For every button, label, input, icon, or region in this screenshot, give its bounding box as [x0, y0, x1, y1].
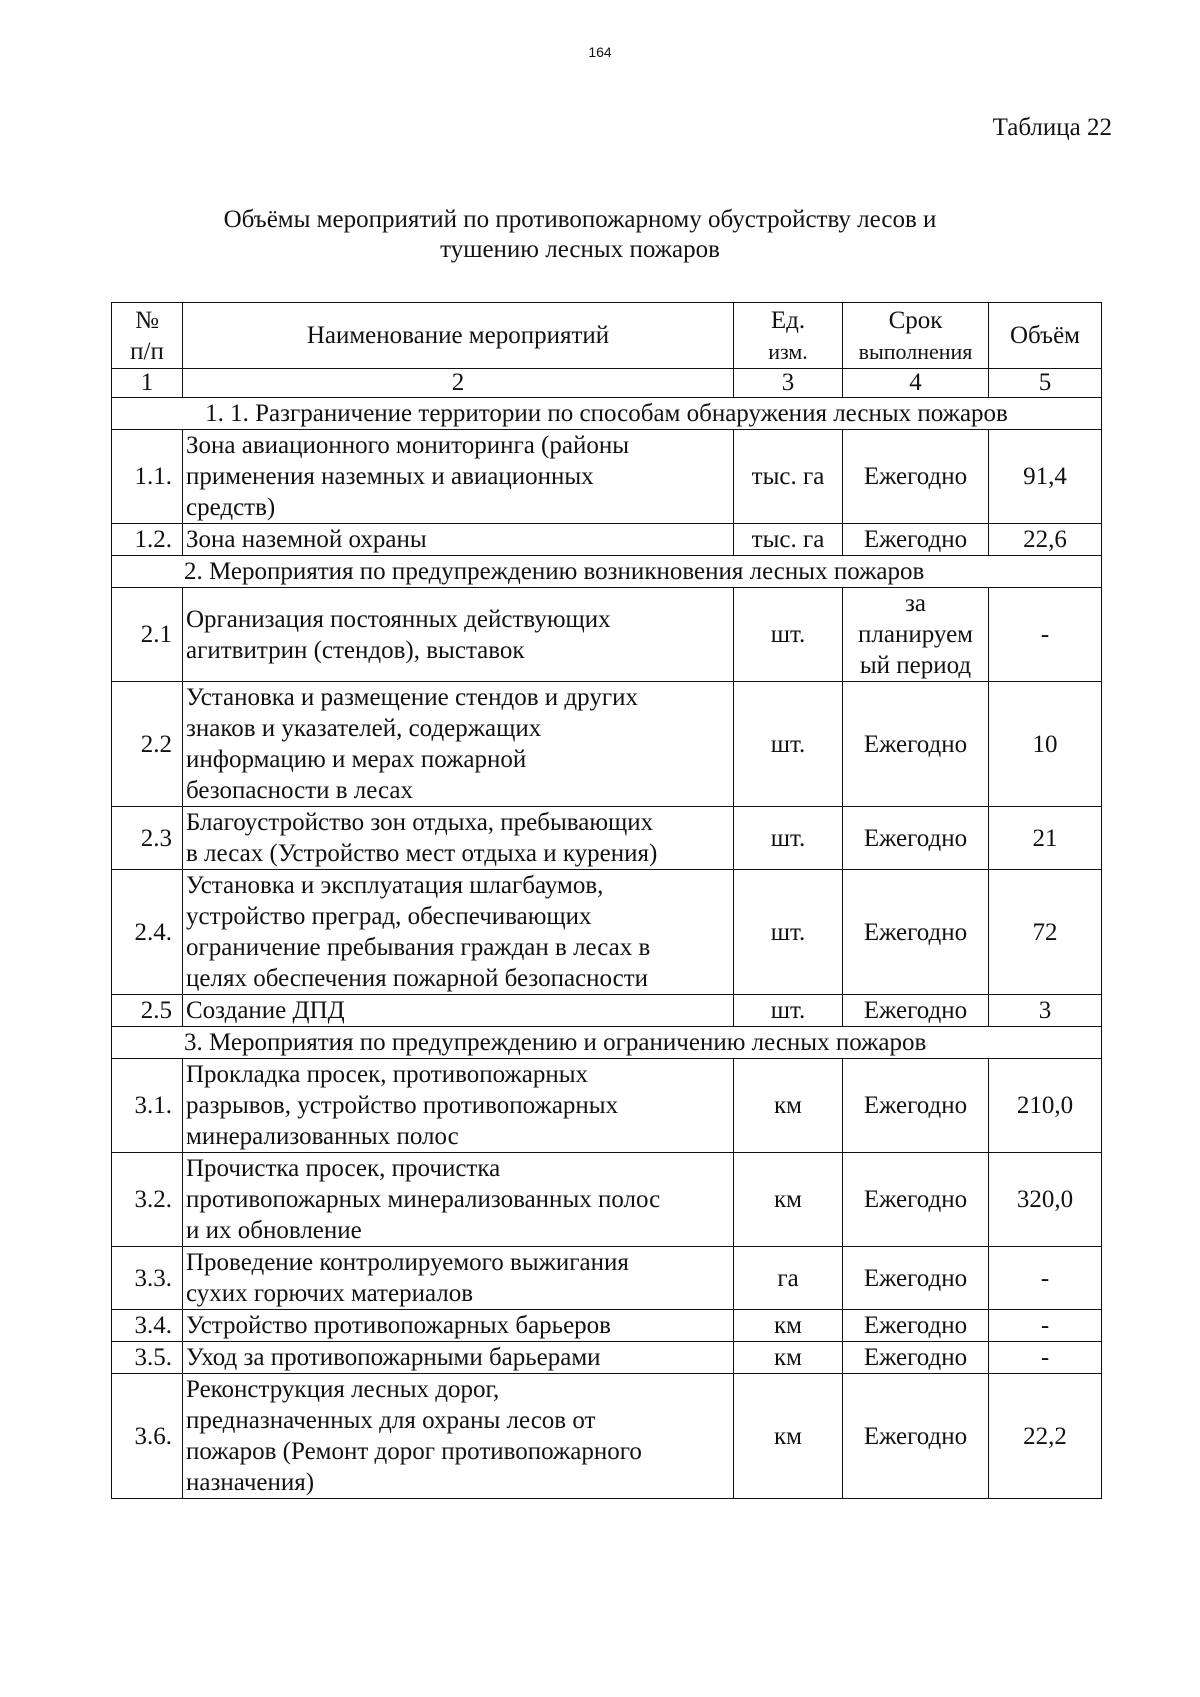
row-name-line: Установка и размещение стендов и других: [186, 684, 638, 711]
row-name-line: Благоустройство зон отдыха, пребывающих: [186, 809, 654, 836]
row-name: [183, 1247, 734, 1310]
header-term-line-1: Срок: [888, 306, 943, 334]
row-name: [183, 1310, 734, 1342]
table-row: [112, 1374, 1102, 1499]
table-row: [112, 430, 1102, 524]
row-number: 1.1.: [112, 430, 183, 524]
row-unit: км: [734, 1374, 843, 1499]
row-name: [183, 1342, 734, 1374]
row-name-line: Создание ДПД: [186, 997, 345, 1024]
row-term: [843, 870, 989, 995]
column-number: 2: [183, 369, 734, 398]
header-unit-line-2: изм.: [768, 338, 808, 364]
row-unit: км: [734, 1310, 843, 1342]
row-unit: км: [734, 1342, 843, 1374]
row-term: [843, 1247, 989, 1310]
row-unit: шт.: [734, 870, 843, 995]
row-term-line: Ежегодно: [863, 1092, 968, 1119]
row-volume: 21: [989, 807, 1102, 870]
row-term: [843, 1374, 989, 1499]
row-name: [183, 682, 734, 807]
row-term: [843, 430, 989, 524]
row-term-line: Ежегодно: [863, 526, 968, 553]
row-number: 3.4.: [112, 1310, 183, 1342]
row-volume: 22,2: [989, 1374, 1102, 1499]
row-unit: шт.: [734, 588, 843, 682]
header-unit: [734, 303, 843, 369]
row-number: 3.3.: [112, 1247, 183, 1310]
row-unit: шт.: [734, 682, 843, 807]
row-term: [843, 682, 989, 807]
row-term-line: ый период: [859, 652, 972, 679]
column-numbers-row: [112, 369, 1102, 398]
row-term: [843, 588, 989, 682]
row-name: [183, 870, 734, 995]
row-unit: тыс. га: [734, 524, 843, 556]
table-row: [112, 870, 1102, 995]
row-number: 1.2.: [112, 524, 183, 556]
row-term-line: Ежегодно: [863, 1422, 968, 1450]
measures-table: [111, 302, 1102, 1499]
row-volume: 320,0: [989, 1153, 1102, 1247]
row-term-line: Ежегодно: [863, 997, 968, 1024]
row-unit: км: [734, 1153, 843, 1247]
row-name-line: Зона авиационного мониторинга (районы: [186, 432, 630, 459]
table-row: [112, 1059, 1102, 1153]
row-name-line: Зона наземной охраны: [186, 526, 427, 553]
row-unit: га: [734, 1247, 843, 1310]
row-name: [183, 430, 734, 524]
row-term: [843, 1153, 989, 1247]
column-number: 3: [734, 369, 843, 398]
row-name: [183, 1153, 734, 1247]
row-name-line: Устройство противопожарных барьеров: [186, 1312, 611, 1339]
row-volume: -: [989, 588, 1102, 682]
row-name-line: Установка и эксплуатация шлагбаумов,: [186, 872, 604, 899]
row-number: 3.6.: [112, 1374, 183, 1499]
row-name-line: Прокладка просек, противопожарных: [186, 1061, 589, 1088]
row-name-line: Прочистка просек, прочистка: [186, 1155, 501, 1182]
row-name-line: средств): [186, 494, 276, 521]
row-name-line: агитвитрин (стендов), выставок: [186, 636, 525, 664]
row-name-line: безопасности в лесах: [186, 777, 413, 804]
table-row: [112, 995, 1102, 1027]
row-name-line: предназначенных для охраны лесов от: [186, 1407, 596, 1434]
row-name-line: пожаров (Ремонт дорог противопожарного: [186, 1438, 642, 1465]
row-volume: 210,0: [989, 1059, 1102, 1153]
row-unit: км: [734, 1059, 843, 1153]
row-name-line: назначения): [186, 1469, 315, 1496]
section-title: 2. Мероприятия по предупреждению возникновения лесных пожаров: [112, 556, 1102, 588]
row-name: [183, 588, 734, 682]
row-name: [183, 807, 734, 870]
row-number: 3.5.: [112, 1342, 183, 1374]
header-volume: Объём: [989, 303, 1102, 369]
row-name-line: Уход за противопожарными барьерами: [186, 1344, 601, 1371]
header-num-line-1: №: [135, 306, 159, 334]
row-name: [183, 524, 734, 556]
row-name-line: противопожарных минерализованных полос: [186, 1186, 661, 1213]
row-term: [843, 524, 989, 556]
row-term-line: за: [905, 590, 926, 617]
row-term-line: Ежегодно: [863, 824, 968, 852]
table-row: [112, 524, 1102, 556]
row-number: 2.3: [112, 807, 183, 870]
row-name-line: устройство преград, обеспечивающих: [186, 903, 592, 930]
table-row: [112, 1247, 1102, 1310]
row-name-line: применения наземных и авиационных: [186, 463, 594, 490]
row-term: [843, 807, 989, 870]
header-num: [112, 303, 183, 369]
row-name-line: Реконструкция лесных дорог,: [186, 1376, 500, 1403]
row-number: 3.2.: [112, 1153, 183, 1247]
row-volume: 22,6: [989, 524, 1102, 556]
row-volume: 10: [989, 682, 1102, 807]
row-name-line: Проведение контролируемого выжигания: [186, 1249, 629, 1276]
table-row: [112, 1310, 1102, 1342]
table-row: [112, 588, 1102, 682]
title-line-1: Объёмы мероприятий по противопожарному обустройству лесов и: [223, 206, 937, 233]
row-term-line: Ежегодно: [863, 463, 968, 490]
row-name-line: сухих горючих материалов: [186, 1280, 474, 1307]
section-row: [112, 398, 1102, 430]
section-row: [112, 1027, 1102, 1059]
row-name: [183, 1374, 734, 1499]
row-name-line: целях обеспечения пожарной безопасности: [186, 965, 649, 992]
table-row: [112, 1153, 1102, 1247]
table-header-row: [112, 303, 1102, 369]
row-name-line: знаков и указателей, содержащих: [186, 715, 542, 742]
row-term-line: Ежегодно: [863, 918, 968, 946]
table-row: [112, 682, 1102, 807]
row-name-line: информацию и мерах пожарной: [186, 746, 527, 773]
row-name-line: и их обновление: [186, 1217, 362, 1244]
section-title: 1. 1. Разграничение территории по способам обнаружения лесных пожаров: [112, 398, 1102, 430]
row-name-line: минерализованных полос: [186, 1123, 459, 1150]
page-number: 164: [588, 44, 612, 60]
page-title: [150, 205, 1010, 265]
row-term-line: Ежегодно: [863, 730, 968, 758]
column-number: 5: [989, 369, 1102, 398]
header-num-line-2: п/п: [130, 337, 164, 365]
row-term: [843, 1059, 989, 1153]
row-volume: 72: [989, 870, 1102, 995]
row-term-line: Ежегодно: [863, 1344, 968, 1371]
row-volume: 91,4: [989, 430, 1102, 524]
row-number: 2.1: [112, 588, 183, 682]
row-term-line: планируем: [858, 621, 973, 648]
row-volume: -: [989, 1247, 1102, 1310]
row-term-line: Ежегодно: [863, 1186, 968, 1213]
table-label: Таблица 22: [992, 114, 1112, 141]
row-unit: шт.: [734, 995, 843, 1027]
row-volume: -: [989, 1342, 1102, 1374]
header-name: Наименование мероприятий: [183, 303, 734, 369]
row-name-line: в лесах (Устройство мест отдыха и курения): [186, 840, 658, 867]
section-row: [112, 556, 1102, 588]
row-number: 2.2: [112, 682, 183, 807]
row-term-line: Ежегодно: [863, 1264, 968, 1292]
title-line-2: тушению лесных пожаров: [440, 236, 720, 263]
header-unit-line-1: Ед.: [770, 306, 806, 334]
table-row: [112, 807, 1102, 870]
row-name-line: разрывов, устройство противопожарных: [186, 1092, 619, 1119]
header-term-line-2: выполнения: [858, 338, 973, 364]
table-row: [112, 1342, 1102, 1374]
header-term: [843, 303, 989, 369]
row-term: [843, 995, 989, 1027]
row-unit: тыс. га: [734, 430, 843, 524]
row-term-line: Ежегодно: [863, 1312, 968, 1339]
row-unit: шт.: [734, 807, 843, 870]
row-number: 3.1.: [112, 1059, 183, 1153]
column-number: 4: [843, 369, 989, 398]
column-number: 1: [112, 369, 183, 398]
row-name-line: ограничение пребывания граждан в лесах в: [186, 934, 651, 961]
row-name: [183, 1059, 734, 1153]
row-volume: -: [989, 1310, 1102, 1342]
row-number: 2.4.: [112, 870, 183, 995]
row-volume: 3: [989, 995, 1102, 1027]
row-term: [843, 1342, 989, 1374]
section-title: 3. Мероприятия по предупреждению и ограничению лесных пожаров: [112, 1027, 1102, 1059]
row-name: [183, 995, 734, 1027]
row-name-line: Организация постоянных действующих: [186, 605, 611, 633]
row-number: 2.5: [112, 995, 183, 1027]
row-term: [843, 1310, 989, 1342]
